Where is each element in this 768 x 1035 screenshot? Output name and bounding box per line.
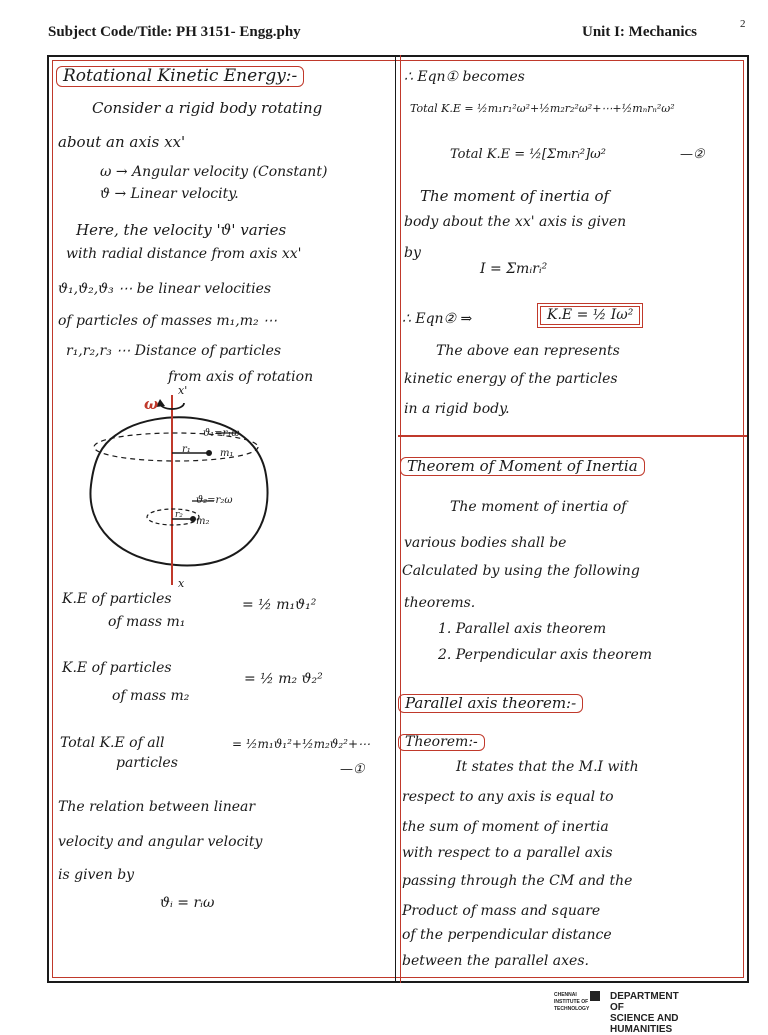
column-divider-red <box>400 55 401 983</box>
ke2-label-2: of mass m₂ <box>112 688 190 704</box>
text-line: The moment of inertia of <box>420 187 610 205</box>
section-title-moi-theorem: Theorem of Moment of Inertia <box>400 457 645 476</box>
text-line: Product of mass and square <box>402 903 601 919</box>
svg-text:TECHNOLOGY: TECHNOLOGY <box>554 1006 590 1012</box>
total-ke-expanded: Total K.E = ½m₁r₁²ω²+½m₂r₂²ω²+⋯+½mₙrₙ²ω² <box>410 102 675 115</box>
text-line: Calculated by using the following <box>402 563 640 579</box>
department-line-2: SCIENCE AND HUMANITIES <box>610 1013 679 1035</box>
ke2-equation: = ½ m₂ ϑ₂² <box>244 671 323 687</box>
ke1-label-2: of mass m₁ <box>108 614 186 630</box>
text-line: passing through the CM and the <box>402 873 633 889</box>
total-ke-equation: = ½m₁ϑ₁²+½m₂ϑ₂²+⋯ <box>232 737 371 751</box>
department-line-1: DEPARTMENT OF <box>610 991 679 1013</box>
moment-of-inertia-equation: I = Σmᵢrᵢ² <box>480 261 548 277</box>
text-line: ϑ₁,ϑ₂,ϑ₃ ⋯ be linear velocities <box>58 281 272 297</box>
svg-text:CHENNAI: CHENNAI <box>554 992 577 998</box>
text-line: from axis of rotation <box>168 369 314 385</box>
text-line: of the perpendicular distance <box>402 927 612 943</box>
text-line: The above ean represents <box>436 343 620 359</box>
section-title-parallel-axis: Parallel axis theorem:- <box>398 694 583 713</box>
department-label <box>610 991 679 1035</box>
rigid-body-outline <box>90 417 267 565</box>
final-ke-box: K.E = ½ Iω² <box>540 306 640 325</box>
ke1-equation: = ½ m₁ϑ₁² <box>242 597 317 613</box>
omega-label: ω <box>144 395 159 413</box>
svg-text:INSTITUTE OF: INSTITUTE OF <box>554 999 589 1005</box>
text-line: ϑ → Linear velocity. <box>100 186 239 202</box>
text-line: theorems. <box>404 595 476 611</box>
column-divider <box>395 55 396 983</box>
equation-1-tag: —① <box>340 762 365 777</box>
m1-label: m₁ <box>220 448 234 459</box>
text-line: various bodies shall be <box>404 535 567 551</box>
v1-label: ϑ₁=r₁ω <box>203 428 240 439</box>
text-line: ω → Angular velocity (Constant) <box>100 164 328 180</box>
subject-header: Subject Code/Title: PH 3151- Engg.phy <box>48 24 301 40</box>
page-number: 2 <box>740 18 746 30</box>
text-line: in a rigid body. <box>404 401 510 417</box>
rigid-body-diagram <box>56 385 376 595</box>
text-line: between the parallel axes. <box>402 953 589 969</box>
relation-equation: ϑᵢ = rᵢω <box>160 895 215 911</box>
text-line: Consider a rigid body rotating <box>92 99 323 117</box>
text-line: The relation between linear <box>58 799 256 815</box>
text-line: about an axis xx' <box>58 133 186 151</box>
total-ke-label: Total K.E of all <box>60 735 165 751</box>
axis-top-label: x' <box>178 384 188 397</box>
text-line: Here, the velocity 'ϑ' varies <box>76 221 287 239</box>
text-line: the sum of moment of inertia <box>402 819 609 835</box>
text-line: kinetic energy of the particles <box>404 371 618 387</box>
total-ke-label-2: particles <box>116 755 178 771</box>
text-line: ∴ Eqn② ⇒ <box>402 311 473 327</box>
text-line: respect to any axis is equal to <box>402 789 614 805</box>
r1-label: r₁ <box>182 444 191 455</box>
ke1-label: K.E of particles <box>62 591 172 607</box>
ke2-label: K.E of particles <box>62 660 172 676</box>
text-line: The moment of inertia of <box>450 499 627 515</box>
text-line: body about the xx' axis is given <box>404 214 627 230</box>
v2-label: ϑ₂=r₂ω <box>196 495 233 506</box>
text-line: of particles of masses m₁,m₂ ⋯ <box>58 313 278 329</box>
text-line: by <box>404 245 421 261</box>
section-title-rotational-ke: Rotational Kinetic Energy:- <box>56 66 304 87</box>
text-line: with respect to a parallel axis <box>402 845 613 861</box>
theorem-list-item-1: 1. Parallel axis theorem <box>438 621 607 637</box>
mass-m1-dot <box>206 450 212 456</box>
theorem-list-item-2: 2. Perpendicular axis theorem <box>438 647 653 663</box>
theorem-subtitle: Theorem:- <box>398 734 485 751</box>
m2-label: m₂ <box>196 516 210 527</box>
text-line: velocity and angular velocity <box>58 834 263 850</box>
institute-logo <box>552 988 602 1016</box>
text-line: with radial distance from axis xx' <box>66 246 302 262</box>
total-ke-sum: Total K.E = ½[Σmᵢrᵢ²]ω² <box>450 147 606 162</box>
unit-header: Unit I: Mechanics <box>582 24 697 40</box>
text-line: is given by <box>58 867 135 883</box>
equation-2-tag: —② <box>680 147 705 162</box>
axis-bottom-label: x <box>178 577 185 590</box>
text-line: It states that the M.I with <box>456 759 639 775</box>
text-line: ∴ Eqn① becomes <box>404 69 525 85</box>
text-line: r₁,r₂,r₃ ⋯ Distance of particles <box>66 343 282 359</box>
section-divider <box>398 435 747 437</box>
r2-label: r₂ <box>175 510 183 520</box>
